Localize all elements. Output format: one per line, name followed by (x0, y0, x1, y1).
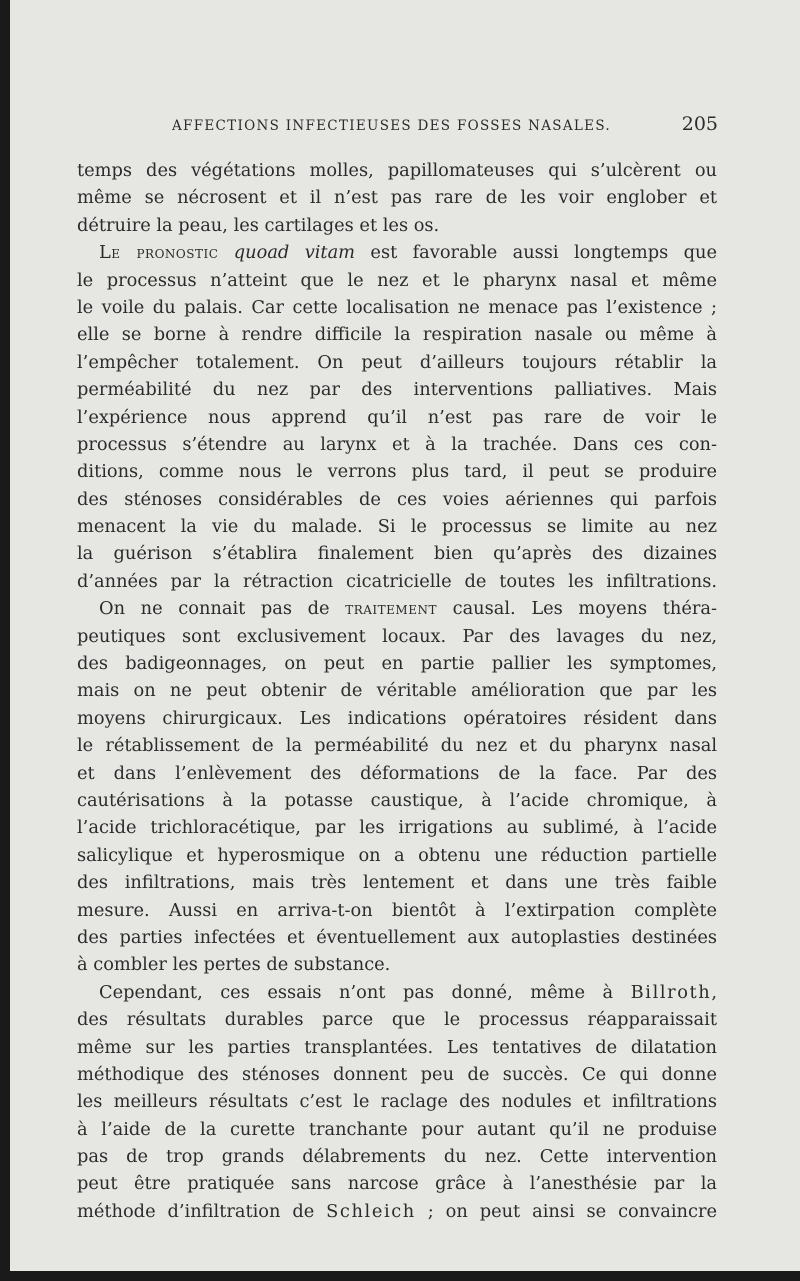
running-title: AFFECTIONS INFECTIEUSES DES FOSSES NASALES. (172, 118, 611, 134)
text-line: ditions, comme nous le verrons plus tard, il peut se produire (77, 461, 717, 483)
text-line: d’années par la rétraction cicatricielle de toutes les infiltrations. (77, 570, 717, 592)
text-line: processus s’étendre au larynx et à la trachée. Dans ces con- (77, 433, 717, 455)
text-line: l’empêcher totalement. On peut d’ailleurs toujours rétablir la (77, 351, 717, 373)
billroth-name: Billroth (630, 981, 712, 1003)
text-line: des parties infectées et éventuellement aux autoplasties destinées (77, 926, 717, 948)
text-line: mesure. Aussi en arriva-t-on bientôt à l’extirpation complète (77, 899, 717, 921)
text-line: même sur les parties transplantées. Les tentatives de dilatation (77, 1036, 717, 1058)
text-line: salicylique et hyperosmique on a obtenu une réduction partielle (77, 844, 717, 866)
paragraph-2 (77, 239, 717, 595)
text-line: l’expérience nous apprend qu’il n’est pas rare de voir le (77, 406, 717, 428)
page-number: 205 (681, 113, 718, 135)
text-line: temps des végétations molles, papillomateuses qui s’ulcèrent ou (77, 160, 717, 181)
text-line: des infiltrations, mais très lentement et dans une très faible (77, 872, 717, 894)
book-page (10, 0, 800, 1271)
text-line: moyens chirurgicaux. Les indications opératoires résident dans (77, 707, 717, 729)
text-line: On ne connait pas de traitement causal. Les moyens théra- (99, 598, 717, 620)
text-line: des badigeonnages, on peut en partie pallier les symptomes, (77, 653, 717, 675)
text-line: Le pronostic quoad vitam est favorable aussi longtemps que (99, 242, 717, 264)
text-line: et dans l’enlèvement des déformations de la face. Par des (77, 762, 717, 784)
text-line: la guérison s’établira finalement bien qu’après des dizaines (77, 543, 717, 565)
text-line: le rétablissement de la perméabilité du nez et du pharynx nasal (77, 735, 717, 757)
quoad-vitam-italic: quoad vitam (233, 242, 356, 264)
text-line: Cependant, ces essais n’ont pas donné, même à Billroth, (99, 981, 717, 1003)
text-line: elle se borne à rendre difficile la respiration nasale ou même à (77, 324, 717, 346)
text-line: le voile du palais. Car cette localisation ne menace pas l’existence ; (77, 296, 717, 318)
schleich-name: Schleich (326, 1200, 416, 1222)
text-line: les meilleurs résultats c’est le raclage des nodules et infiltrations (77, 1091, 717, 1113)
text-line: à combler les pertes de substance. (77, 954, 391, 976)
text-line: à l’aide de la curette tranchante pour autant qu’il ne produise (77, 1118, 717, 1140)
text-line: le processus n’atteint que le nez et le pharynx nasal et même (77, 269, 717, 291)
paragraph-1 (77, 157, 717, 239)
text-line: méthode d’infiltration de Schleich ; on peut ainsi se convaincre (77, 1200, 717, 1222)
text-line: cautérisations à la potasse caustique, à l’acide chromique, à (77, 789, 717, 811)
traitement-heading: traitement (345, 598, 437, 620)
text-line: méthodique des sténoses donnent peu de succès. Ce qui donne (77, 1063, 717, 1085)
text-line: peut être pratiquée sans narcose grâce à l’anesthésie par la (77, 1173, 717, 1195)
text-line: pas de trop grands délabrements du nez. Cette intervention (77, 1146, 717, 1168)
text-line: l’acide trichloracétique, par les irrigations au sublimé, à l’acide (77, 817, 717, 839)
text-line: détruire la peau, les cartilages et les os. (77, 214, 440, 236)
page-header (88, 113, 718, 137)
text-line: peutiques sont exclusivement locaux. Par des lavages du nez, (77, 625, 717, 647)
text-line: des sténoses considérables de ces voies aériennes qui parfois (77, 488, 717, 510)
text-line: perméabilité du nez par des interventions palliatives. Mais (77, 379, 717, 401)
text-line: même se nécrosent et il n’est pas rare de les voir englober et (77, 187, 717, 209)
body-text (77, 157, 717, 1225)
text-line: mais on ne peut obtenir de véritable amélioration que par les (77, 680, 717, 702)
pronostic-heading: Le pronostic (99, 242, 219, 264)
text-line: menacent la vie du malade. Si le processus se limite au nez (77, 516, 717, 538)
text-line: des résultats durables parce que le processus réapparaissait (77, 1009, 717, 1031)
paragraph-4 (77, 979, 717, 1226)
paragraph-3 (77, 595, 717, 978)
